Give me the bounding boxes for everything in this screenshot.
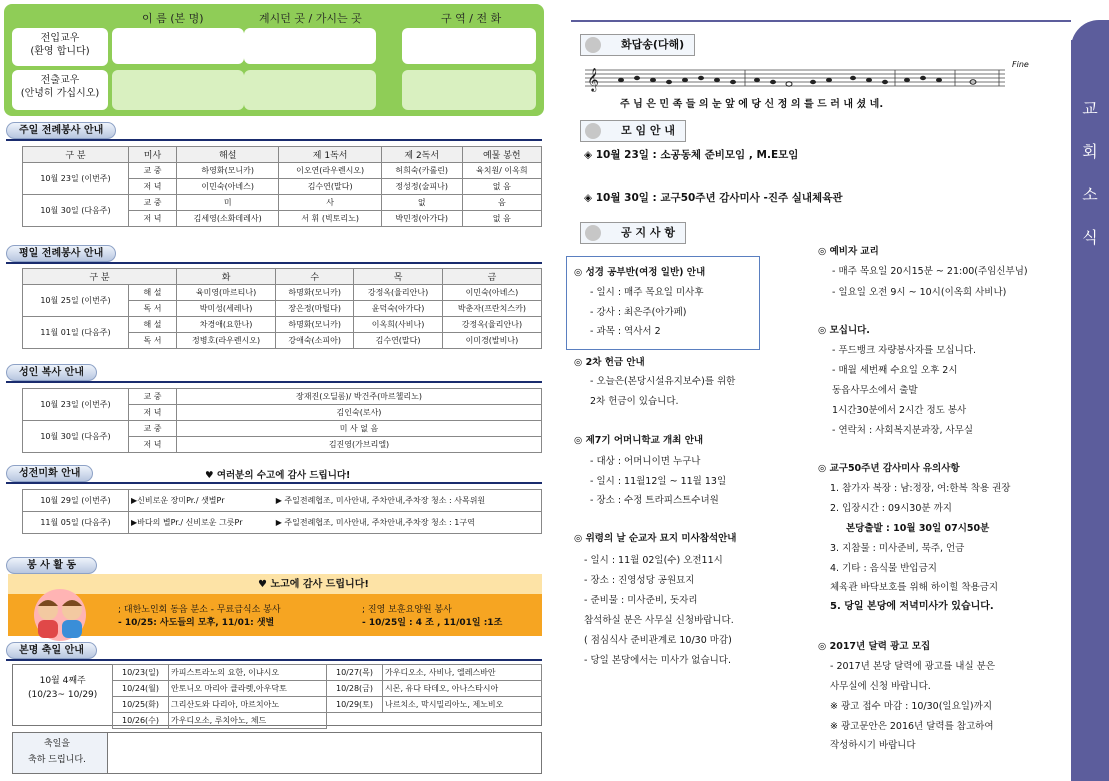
header-cell: 구 분 [23,269,177,285]
cell: 정병호(라우렌시오) [177,333,276,349]
mother-2: - 일시 : 11월12일 ~ 11월 13일 [590,476,727,487]
martyr-2: - 장소 : 진영성당 공원묘지 [584,575,695,586]
jubilee-last: 5. 당일 본당에 저녁미사가 있습니다. [830,601,994,612]
ad-4: ※ 광고문안은 2016년 달력를 참고하여 [830,721,994,732]
divider [6,139,542,141]
in-name-cell [112,28,244,64]
service-section-title: 봉 사 활 동 [6,557,97,574]
priest-icon [585,123,601,139]
date-cell: 10/29(토) [327,697,383,713]
cell: 이민숙(아녜스) [442,285,541,301]
header-cell: 제 2독서 [381,147,462,163]
cell: 없 음 [462,179,541,195]
role-cell: 독 서 [129,301,177,317]
date-cell: 11월 05일 (다음주) [23,512,129,534]
feast-table [112,664,542,729]
martyr-6: - 당일 본당에서는 미사가 없습니다. [584,655,732,666]
cell: 미 사 없 음 [177,421,542,437]
header-cell: 수 [276,269,354,285]
cell: 없 [381,195,462,211]
jubilee-5: 체육관 바닥보호를 위해 하이힐 착용금지 [830,582,999,593]
cell: 박민정(아가다) [381,211,462,227]
meeting-1: ◈ 10월 23일 : 소공동체 준비모임 , M.E모임 [584,149,799,161]
music-staff [585,62,1015,94]
date-cell: 10/25(화) [113,697,169,713]
divider [6,659,542,661]
weekday-section-title: 평일 전례봉사 안내 [6,245,116,262]
second-2: 2차 헌금이 있습니다. [590,396,679,407]
cell: 김진영(가브리엘) [177,437,542,453]
meeting-title-box [580,120,686,142]
transfer-out-label: 전출교우 (안녕히 가십시오) [12,70,108,110]
cell: 육치원/ 이옥희 [462,163,541,179]
cell: 음 [462,195,541,211]
date-cell: 10/27(목) [327,665,383,681]
feast-section-title: 본명 축일 안내 [6,642,97,659]
ad-1: - 2017년 본당 달력에 광고를 내실 분은 [830,661,996,672]
cate-2: - 일요일 오전 9시 ~ 10시(이옥희 사비나) [832,287,1007,298]
service-right: ; 진영 보훈요양원 봉사 - 10/25일 : 4 조 , 11/01일 :1조 [362,605,503,628]
header-cell: 해설 [177,147,279,163]
sidebar-char: 교 [1082,99,1098,118]
sidebar-char: 식 [1082,228,1098,247]
role-cell: 독 서 [129,333,177,349]
cell: 박미성(세레나) [177,301,276,317]
date-cell: 10/28(금) [327,681,383,697]
mother-1: - 대상 : 어머니이면 누구나 [590,456,701,467]
cell: 강정옥(율리안나) [442,317,541,333]
martyr-4: 참석하실 분은 사무실 신청바랍니다. [584,615,734,626]
header-cell: 화 [177,269,276,285]
ad-5: 작성하시기 바랍니다 [830,740,916,751]
bible-title: ◎ 성경 공부반(여정 일반) 안내 [574,267,706,278]
service-left: ; 대한노인회 동읍 분소 - 무료급식소 봉사 - 10/25: 사도들의 모후, 11/01: 샛별 [118,605,281,628]
second-1: - 오늘은(본당시설유지보수)를 위한 [590,376,736,387]
hymn-title: 화답송(다해) [621,38,685,51]
date-cell: 10/23(일) [113,665,169,681]
jubilee-2: 2. 입장시간 : 09시30분 까지 [830,503,952,514]
table-row [23,389,542,405]
beauty-section-title: 성전미화 안내 [6,465,93,482]
col-name-header: 이 름 (본 명) [142,12,204,25]
date-cell: 10/24(월) [113,681,169,697]
cell: 그리산도와 다리아, 마르치아노 [169,697,327,713]
cell: 나르치소, 막시밀리아노, 제노비오 [383,697,542,713]
header-cell: 제 1독서 [279,147,381,163]
cell: 허희숙(카롤린) [381,163,462,179]
table-row [23,317,542,333]
notice-title-box [580,222,686,244]
beauty-table [22,489,542,534]
cell: 시몬, 유다 타데오, 아나스타시아 [383,681,542,697]
recruit-5: - 연락처 : 사회복지분과장, 사무실 [832,425,974,436]
mass-cell: 교 중 [129,421,177,437]
recruit-4: 1시간30분에서 2시간 정도 봉사 [832,405,967,416]
cell: 이민숙(아녜스) [177,179,279,195]
date-cell: 10월 23일 (이번주) [23,389,129,421]
in-from-cell [244,28,376,64]
martyr-3: - 준비물 : 미사준비, 돗자리 [584,595,698,606]
date-cell: 10월 29일 (이번주) [23,490,129,512]
cell: 없 음 [462,211,541,227]
cell: 하영화(모니카) [177,163,279,179]
recruit-1: - 푸드뱅크 자량봉사자를 모십니다. [832,345,976,356]
table-row [23,512,542,534]
martyr-title: ◎ 위령의 날 순교자 묘지 미사참석안내 [574,533,737,544]
cell: 김수연(말다) [354,333,443,349]
beauty-thanks: ♥ 여러분의 수고에 감사 드립니다! [205,470,351,481]
in-area-cell [402,28,536,64]
feast-week: 10월 4째주 (10/23~ 10/29) [28,676,98,700]
jubilee-bus: 본당출발 : 10월 30일 07시50분 [846,523,990,534]
priest-icon [585,37,601,53]
date-cell: 10월 30일 (다음주) [23,195,129,227]
volunteers-illustration [20,588,100,642]
cell: 이미경(발비나) [442,333,541,349]
sunday-section-title: 주일 전례봉사 안내 [6,122,116,139]
table-row [113,713,542,729]
cell: 하명화(모니카) [276,317,354,333]
col-from-header: 계시던 곳 / 가시는 곳 [259,12,362,25]
ad-title: ◎ 2017년 달력 광고 모집 [818,641,931,652]
out-from-cell [244,70,376,110]
table-row [113,665,542,681]
header-cell: 구 분 [23,147,129,163]
empty-cell [327,713,383,729]
jubilee-3: 3. 지참물 : 미사준비, 묵주, 언금 [830,543,965,554]
martyr-1: - 일시 : 11월 02일(수) 오전11시 [584,555,723,566]
bible-3: - 과목 : 역사서 2 [590,326,661,337]
cell: 이오연(라우렌시오) [279,163,381,179]
recruit-title: ◎ 모십니다. [818,325,870,336]
meeting-2: ◈ 10월 30일 : 교구50주년 감사미사 -진주 실내체육관 [584,192,843,204]
cell: 김세영(소화데레사) [177,211,279,227]
mother-3: - 장소 : 수정 트라피스트수녀원 [590,495,719,506]
bless-label: 축일을 축하 드립니다. [28,739,86,765]
table-row [23,163,542,179]
bible-2: - 강사 : 최은주(아가페) [590,307,687,318]
cell: ▶ 주일전례협조, 미사안내, 주차안내,주차장 청소 : 사목위원 [274,490,542,512]
cell: 안토니오 마리아 클라렛,아우닥토 [169,681,327,697]
cell: 이옥희(사비나) [354,317,443,333]
cell: ▶바다의 별Pr./ 신비로운 그릇Pr [129,512,274,534]
cell: 강정옥(율리안나) [354,285,443,301]
cell: 정성정(술피나) [381,179,462,195]
second-title: ◎ 2차 헌금 안내 [574,357,645,368]
jubilee-4: 4. 기타 : 음식물 반입금지 [830,563,937,574]
mass-cell: 저 녁 [129,405,177,421]
divider [6,262,542,264]
table-row [113,697,542,713]
martyr-5: ( 점심식사 준비관계로 10/30 마감) [584,635,732,646]
cell: ▶ 주일전례협조, 미사안내, 주차안내,주차장 청소 : 1구역 [274,512,542,534]
table-row [23,421,542,437]
hymn-lyrics: 주 님 은 민 족 들 의 눈 앞 에 당 신 정 의 를 드 러 내 셨 네. [620,99,884,110]
adult-section-title: 성인 복사 안내 [6,364,97,381]
table-row [23,285,542,301]
fine-mark: Fine [1012,60,1029,69]
cell: 장재진(오딜롬)/ 박건주(마르첼리노) [177,389,542,405]
sunday-table [22,146,542,227]
recruit-2: - 매월 세번째 수요일 오후 2시 [832,365,958,376]
cell: 장은정(마틸다) [276,301,354,317]
cell: 사 [279,195,381,211]
weekday-table [22,268,542,349]
date-cell: 10/26(수) [113,713,169,729]
cell: 김인숙(로사) [177,405,542,421]
notice-title: 공 지 사 항 [621,226,675,239]
jubilee-title: ◎ 교구50주년 감사미사 유의사항 [818,463,960,474]
cell: 미 [177,195,279,211]
mass-cell: 교 중 [129,195,177,211]
transfer-section [4,4,544,116]
cell: 서 휘 (빅토리노) [279,211,381,227]
cell: 가우디오소, 사비나, 엘레스바안 [383,665,542,681]
cate-1: - 매주 목요일 20시15분 ~ 21:00(주임신부님) [832,266,1028,277]
cell: 하명화(모니카) [276,285,354,301]
adult-table [22,388,542,453]
date-cell: 11월 01일 (다음주) [23,317,129,349]
meeting-title: 모 임 안 내 [621,124,675,137]
ad-3: ※ 광고 접수 마감 : 10/30(일요일)까지 [830,701,992,712]
svg-text:𝄞: 𝄞 [587,67,599,91]
sidebar-char: 회 [1082,142,1098,161]
date-cell: 10월 23일 (이번주) [23,163,129,195]
cell: 김수연(말다) [279,179,381,195]
table-row [23,490,542,512]
cell: 박춘자(프란치스카) [442,301,541,317]
role-cell: 해 설 [129,317,177,333]
jubilee-1: 1. 참가자 복장 : 남:정장, 여:한복 착용 권장 [830,483,1011,494]
cell: 윤덕숙(아가다) [354,301,443,317]
cell: 카피스트라노의 요한, 이냐시오 [169,665,327,681]
cell: ▶신비로운 장미Pr./ 샛별Pr [129,490,274,512]
mass-cell: 저 녁 [129,179,177,195]
mass-cell: 교 중 [129,389,177,405]
mother-title: ◎ 제7기 어머니학교 개최 안내 [574,435,704,446]
cate-title: ◎ 예비자 교리 [818,246,879,257]
cell: 강애숙(소피아) [276,333,354,349]
table-row [113,681,542,697]
service-thanks: ♥ 노고에 감사 드립니다! [258,579,369,590]
cell: 육미영(마르티나) [177,285,276,301]
table-row [23,195,542,211]
empty-cell [383,713,542,729]
bible-1: - 일시 : 매주 목요일 미사후 [590,287,704,298]
date-cell: 10월 25일 (이번주) [23,285,129,317]
out-area-cell [402,70,536,110]
divider [6,381,542,383]
mass-cell: 교 중 [129,163,177,179]
header-cell: 금 [442,269,541,285]
priest-icon [585,225,601,241]
recruit-3: 동읍사무소에서 출발 [832,385,918,396]
sidebar-char: 소 [1082,185,1098,204]
date-cell: 10월 30일 (다음주) [23,421,129,453]
mass-cell: 저 녁 [129,437,177,453]
transfer-in-label: 전입교우 (환영 합니다) [12,28,108,66]
header-cell: 예물 봉헌 [462,147,541,163]
role-cell: 해 설 [129,285,177,301]
cell: 가우디오소, 루치아노, 체드 [169,713,327,729]
header-cell: 미사 [129,147,177,163]
ad-2: 사무실에 신청 바랍니다. [830,681,931,692]
mass-cell: 저 녁 [129,211,177,227]
out-name-cell [112,70,244,110]
sidebar [1071,40,1109,781]
hymn-title-box [580,34,695,56]
header-line [571,20,1071,22]
cell: 차경애(요한나) [177,317,276,333]
col-area-header: 구 역 / 전 화 [441,12,502,25]
header-cell: 목 [354,269,443,285]
